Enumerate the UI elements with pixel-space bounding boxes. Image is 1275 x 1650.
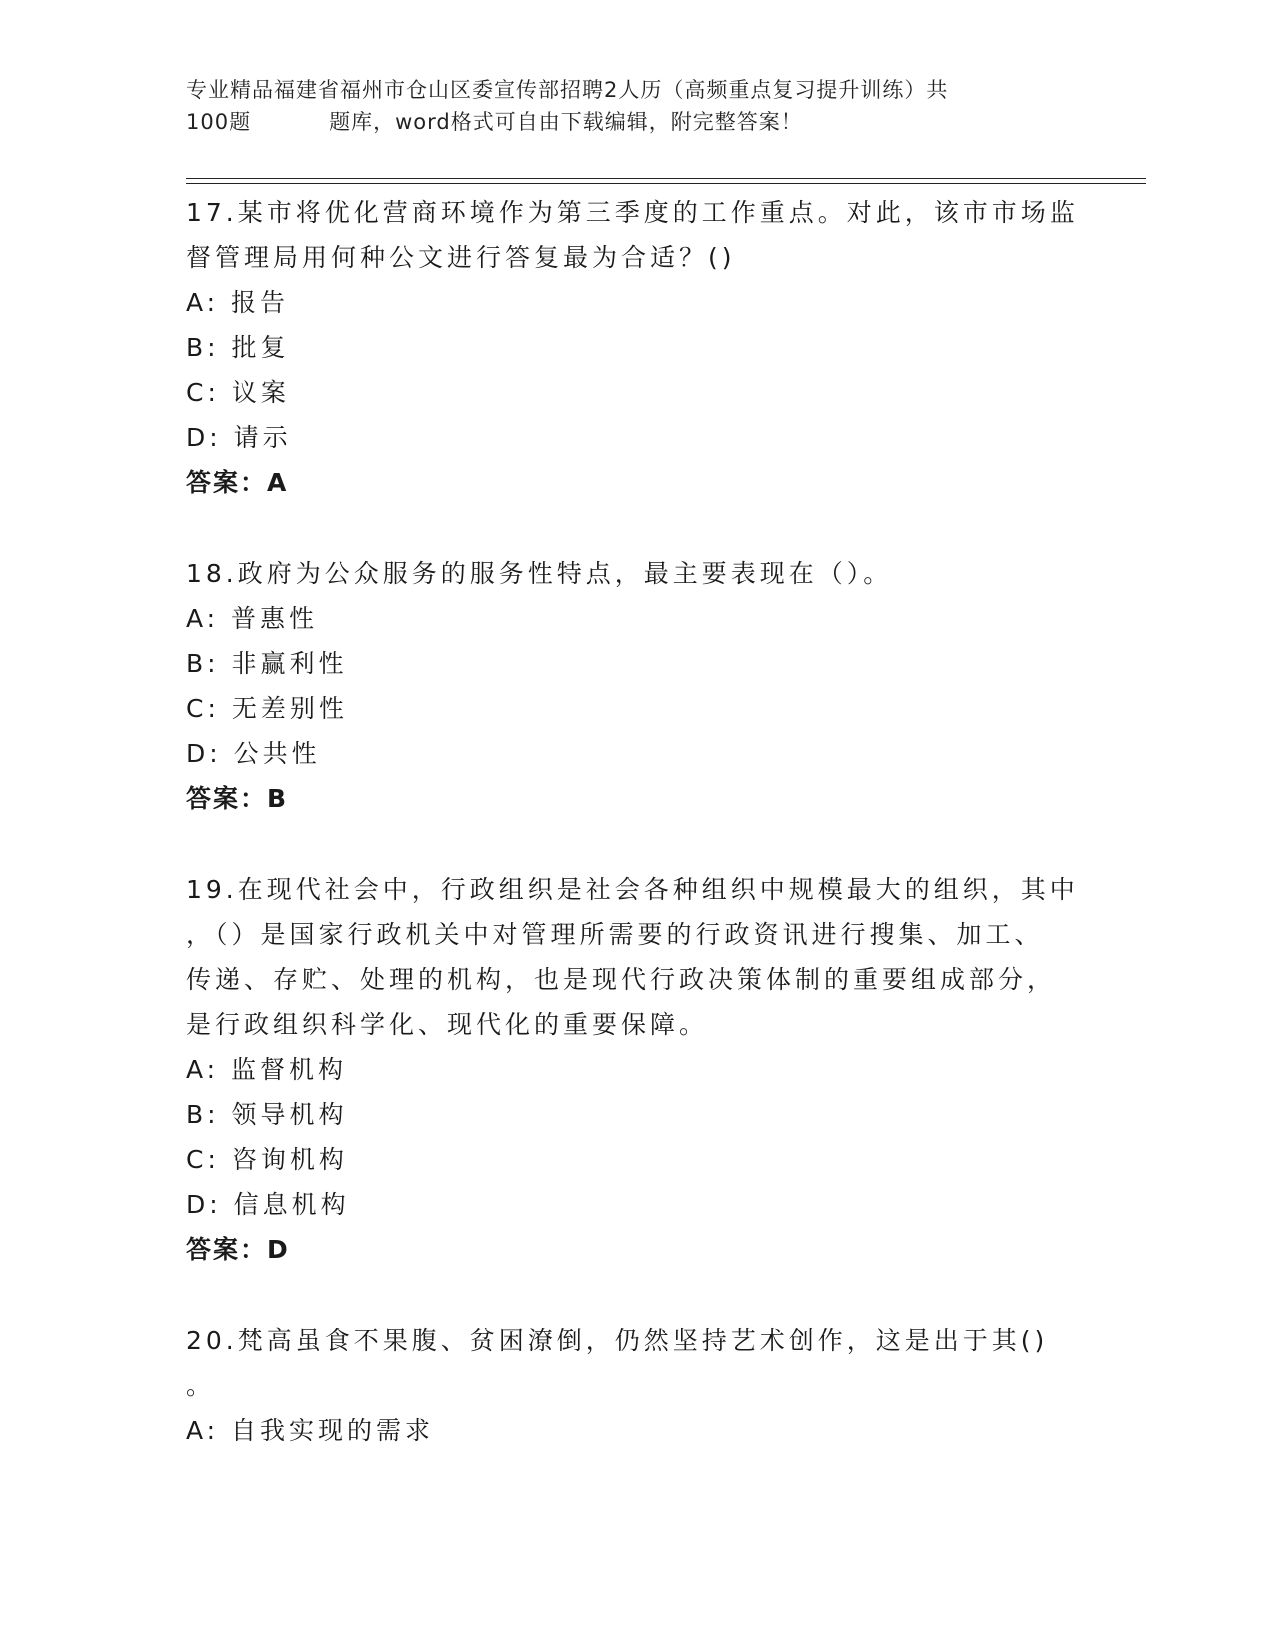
question-spacer	[186, 1272, 1086, 1318]
answer-option: B: 领导机构	[186, 1100, 348, 1129]
header-divider-bottom	[186, 183, 1146, 184]
answer-key: 答案：A	[186, 468, 289, 497]
answer-key: 答案：B	[186, 784, 289, 813]
answer-option: A: 监督机构	[186, 1055, 348, 1084]
answer-option: C: 议案	[186, 378, 290, 407]
question-text-line: 19.在现代社会中，行政组织是社会各种组织中规模最大的组织，其中	[186, 875, 1079, 904]
page-header	[186, 74, 1086, 138]
answer-option: A: 自我实现的需求	[186, 1416, 435, 1445]
answer-option: A: 普惠性	[186, 604, 319, 633]
question-text-line: 传递、存贮、处理的机构，也是现代行政决策体制的重要组成部分，	[186, 965, 1057, 994]
question-text-line: 是行政组织科学化、现代化的重要保障。	[186, 1010, 709, 1039]
answer-option: D: 公共性	[186, 739, 321, 768]
question-block	[186, 551, 1086, 821]
question-spacer	[186, 821, 1086, 867]
answer-key: 答案：D	[186, 1235, 290, 1264]
header-divider-top	[186, 178, 1146, 179]
question-text-line: 17.某市将优化营商环境作为第三季度的工作重点。对此，该市市场监	[186, 198, 1079, 227]
question-text-line: 18.政府为公众服务的服务性特点，最主要表现在（）。	[186, 559, 893, 588]
answer-option: C: 咨询机构	[186, 1145, 348, 1174]
answer-option: D: 请示	[186, 423, 292, 452]
question-text-line: ，（）是国家行政机关中对管理所需要的行政资讯进行搜集、加工、	[186, 920, 1044, 949]
question-text-line: 督管理局用何种公文进行答复最为合适？()	[186, 243, 736, 272]
answer-option: D: 信息机构	[186, 1190, 350, 1219]
header-count: 100题	[186, 110, 252, 134]
question-text-line: 20.梵高虽食不果腹、贫困潦倒，仍然坚持艺术创作，这是出于其()	[186, 1326, 1049, 1355]
question-spacer	[186, 505, 1086, 551]
answer-option: C: 无差别性	[186, 694, 348, 723]
question-text-line: 。	[186, 1371, 216, 1400]
question-block	[186, 867, 1086, 1272]
question-block	[186, 190, 1086, 505]
question-block	[186, 1318, 1086, 1453]
question-list	[186, 190, 1086, 1453]
answer-option: B: 批复	[186, 333, 290, 362]
answer-option: A: 报告	[186, 288, 290, 317]
header-line-2	[186, 106, 1086, 138]
header-description: 题库，word格式可自由下载编辑，附完整答案！	[329, 110, 803, 134]
answer-option: B: 非赢利性	[186, 649, 348, 678]
header-line-1: 专业精品福建省福州市仓山区委宣传部招聘2人历（高频重点复习提升训练）共	[186, 78, 949, 102]
